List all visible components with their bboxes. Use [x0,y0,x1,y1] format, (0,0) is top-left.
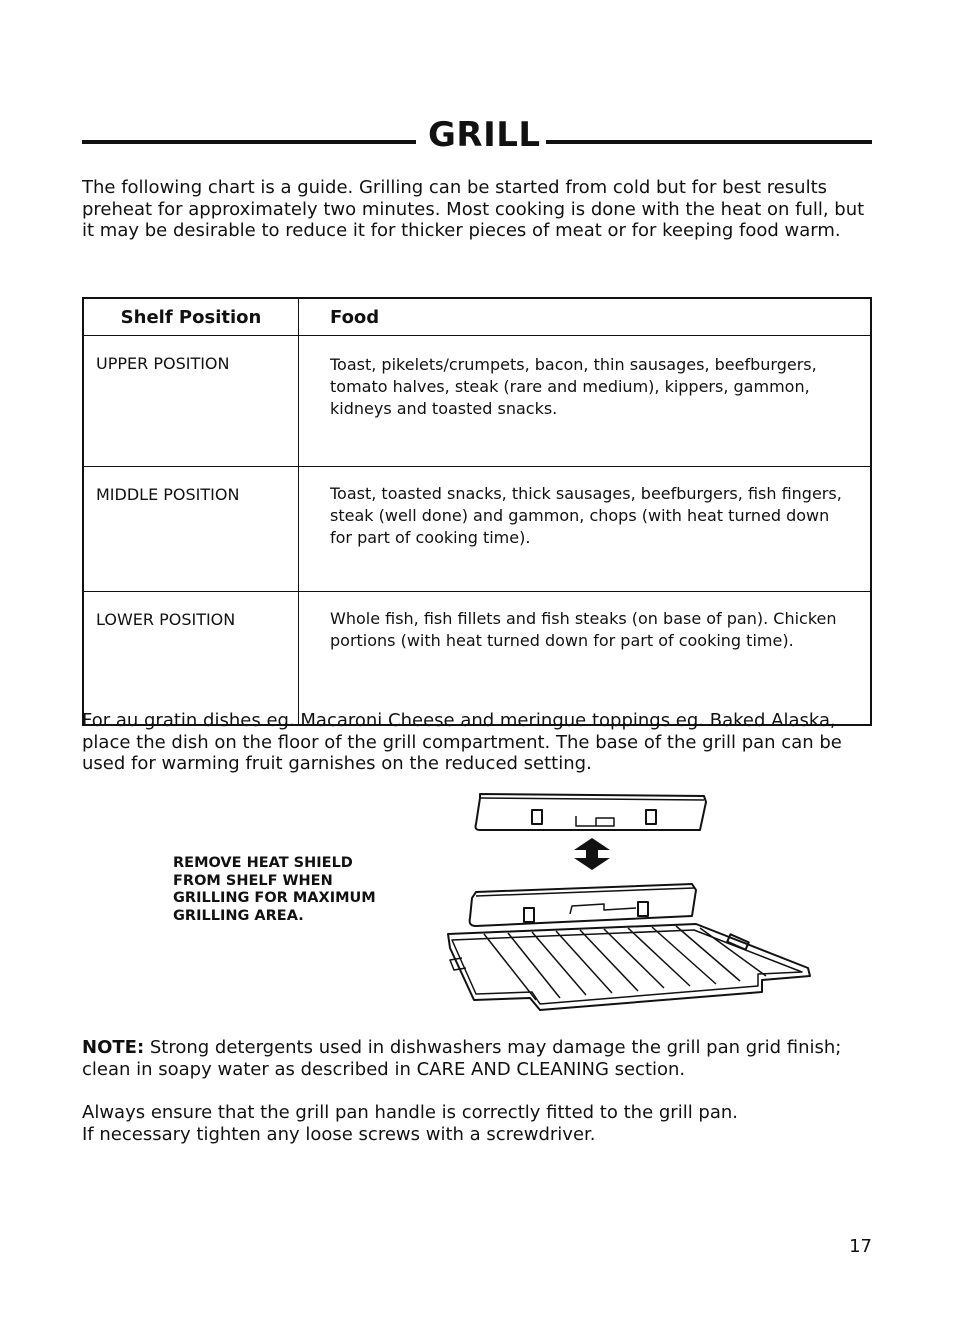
note-paragraph [82,1037,872,1080]
gratin-paragraph: For au gratin dishes eg. Macaroni Cheese and meringue toppings eg. Baked Alaska, place the dish on the floor of the grill compartment. The base of the grill pan can be used for warming fruit garnishes on the reduced setting. [82,710,842,775]
note-label: NOTE: [82,1037,145,1058]
heat-shield-caption: REMOVE HEAT SHIELD FROM SHELF WHEN GRILLING FOR MAXIMUM GRILLING AREA. [173,855,376,924]
food-cell: Toast, pikelets/crumpets, bacon, thin sausages, beefburgers, tomato halves, steak (rare and medium), kippers, gammon, kidneys and toasted snacks. [299,336,872,467]
table-row [83,592,871,726]
title-row [82,112,872,158]
header-shelf-position: Shelf Position [83,298,299,336]
grill-chart-table [82,297,872,726]
double-arrow-icon [574,838,610,870]
shelf-position-cell: UPPER POSITION [83,336,299,467]
table-row [83,336,871,467]
table-row [83,467,871,592]
shelf-position-cell: LOWER POSITION [83,592,299,726]
page-number: 17 [849,1236,872,1257]
title-rule-left [82,140,416,144]
food-cell: Toast, toasted snacks, thick sausages, beefburgers, fish fingers, steak (well done) and gammon, chops (with heat turned down for part of cooking time). [299,467,872,592]
handle-line-1: Always ensure that the grill pan handle is correctly fitted to the grill pan. [82,1102,738,1123]
handle-paragraph [82,1102,872,1145]
food-cell: Whole fish, fish fillets and fish steaks (on base of pan). Chicken portions (with heat turned down for part of cooking time). [299,592,872,726]
table-header-row [83,298,871,336]
header-food: Food [299,298,872,336]
shelf-position-cell: MIDDLE POSITION [83,467,299,592]
page-title: GRILL [428,115,541,155]
grill-shelf-heat-shield-illustration [440,788,820,1020]
note-text: Strong detergents used in dishwashers may damage the grill pan grid finish; clean in soapy water as described in CARE AND CLEANING section. [82,1037,842,1080]
handle-line-2: If necessary tighten any loose screws with a screwdriver. [82,1123,596,1145]
title-rule-right [546,140,872,144]
intro-paragraph: The following chart is a guide. Grilling can be started from cold but for best results preheat for approximately two minutes. Most cooking is done with the heat on full, but it may be desirable to reduce it for thicker pieces of meat or for keeping food warm. [82,177,865,242]
